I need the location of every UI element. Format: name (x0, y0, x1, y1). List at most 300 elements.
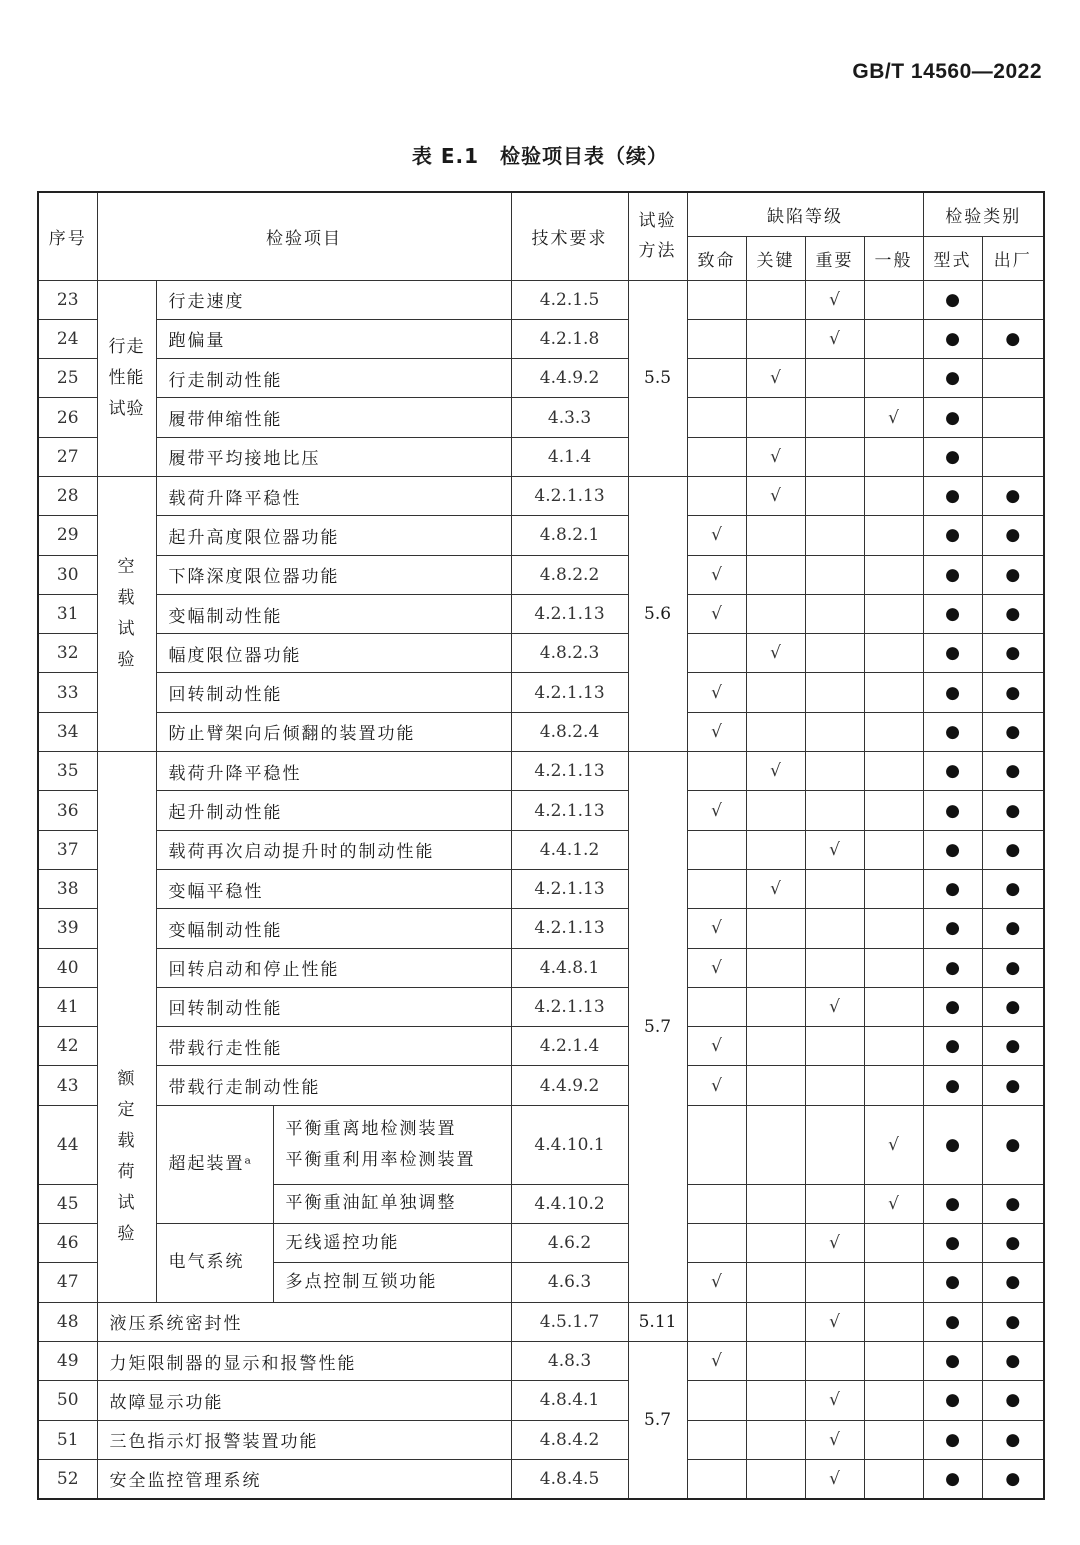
defect-cell-fatal (687, 869, 746, 908)
row-seq: 38 (38, 869, 97, 908)
defect-cell-important (805, 712, 864, 751)
factory-test-cell (982, 869, 1044, 908)
header-category: 检验类别 (923, 192, 1044, 236)
dot-mark: ● (1005, 682, 1021, 703)
row-requirement: 4.5.1.7 (511, 1302, 628, 1341)
row-item: 带载行走性能 (156, 1027, 511, 1066)
row-requirement: 4.8.4.1 (511, 1381, 628, 1420)
dot-mark: ● (945, 761, 960, 782)
factory-test-cell (982, 1341, 1044, 1380)
type-test-cell (923, 948, 982, 987)
dot-mark: ● (1005, 1233, 1021, 1254)
defect-cell-general (864, 476, 923, 515)
group-label-char: 定 (117, 1099, 136, 1120)
group-label-char: 试验 (108, 398, 145, 419)
row-seq: 35 (38, 752, 97, 791)
defect-cell-key (746, 476, 805, 515)
table-row (38, 437, 1044, 476)
type-test-cell (923, 1420, 982, 1459)
group-rated-load-test (97, 752, 156, 1303)
factory-test-cell (982, 830, 1044, 869)
dot-mark: ● (945, 800, 960, 821)
row-seq: 51 (38, 1420, 97, 1459)
row-item: 起升高度限位器功能 (156, 516, 511, 555)
group-electrical: 电气系统 (156, 1224, 273, 1303)
dot-mark: ● (1005, 1468, 1021, 1489)
defect-cell-key (746, 673, 805, 712)
dot-mark: ● (1005, 328, 1021, 349)
row-requirement: 4.4.1.2 (511, 830, 628, 869)
defect-cell-fatal (687, 909, 746, 948)
group-label-char: 额 (117, 1068, 136, 1089)
header-defect-level: 缺陷等级 (687, 192, 923, 236)
factory-test-cell (982, 280, 1044, 319)
defect-cell-key (746, 1420, 805, 1459)
defect-cell-fatal (687, 1420, 746, 1459)
table-row (38, 280, 1044, 319)
row-requirement: 4.2.1.4 (511, 1027, 628, 1066)
check-mark: √ (829, 328, 840, 349)
table-row (38, 1224, 1044, 1263)
row-requirement: 4.2.1.13 (511, 752, 628, 791)
factory-test-cell (982, 1027, 1044, 1066)
row-requirement: 4.1.4 (511, 437, 628, 476)
header-item: 检验项目 (97, 192, 511, 280)
defect-cell-important (805, 555, 864, 594)
row-seq: 27 (38, 437, 97, 476)
defect-cell-important (805, 1066, 864, 1105)
defect-cell-fatal (687, 555, 746, 594)
row-item (273, 1105, 511, 1184)
defect-cell-fatal (687, 1302, 746, 1341)
defect-cell-general (864, 398, 923, 437)
group-label-char: 验 (117, 1223, 136, 1244)
factory-test-cell (982, 948, 1044, 987)
defect-cell-general (864, 1459, 923, 1498)
table-row (38, 319, 1044, 358)
dot-mark: ● (945, 328, 960, 349)
check-mark: √ (829, 289, 840, 310)
defect-cell-general (864, 1381, 923, 1420)
defect-cell-important (805, 752, 864, 791)
row-seq: 25 (38, 359, 97, 398)
dot-mark: ● (1005, 604, 1021, 625)
row-seq: 48 (38, 1302, 97, 1341)
type-test-cell (923, 1459, 982, 1498)
type-test-cell (923, 1066, 982, 1105)
dot-mark: ● (1005, 643, 1021, 664)
check-mark: √ (829, 1468, 840, 1489)
defect-cell-fatal (687, 280, 746, 319)
defect-cell-general (864, 909, 923, 948)
row-item: 载荷升降平稳性 (156, 752, 511, 791)
group-label-char: 行走 (108, 336, 145, 357)
dot-mark: ● (1005, 1390, 1021, 1411)
group-label-char: 试 (117, 1192, 136, 1213)
table-row (38, 594, 1044, 633)
dot-mark: ● (1005, 721, 1021, 742)
header-method-bottom: 方法 (638, 241, 677, 262)
factory-test-cell (982, 634, 1044, 673)
row-seq: 50 (38, 1381, 97, 1420)
row-item: 安全监控管理系统 (97, 1459, 511, 1498)
check-mark: √ (711, 1036, 722, 1057)
row-item-line: 平衡重利用率检测装置 (285, 1149, 476, 1170)
factory-test-cell (982, 791, 1044, 830)
type-test-cell (923, 909, 982, 948)
row-method: 5.5 (628, 280, 687, 476)
factory-test-cell (982, 1263, 1044, 1302)
check-mark: √ (888, 1134, 899, 1155)
defect-cell-key (746, 398, 805, 437)
row-item: 液压系统密封性 (97, 1302, 511, 1341)
row-item: 行走速度 (156, 280, 511, 319)
row-seq: 24 (38, 319, 97, 358)
row-item: 履带伸缩性能 (156, 398, 511, 437)
table-row (38, 1302, 1044, 1341)
row-item: 回转制动性能 (156, 673, 511, 712)
defect-cell-key (746, 1381, 805, 1420)
factory-test-cell (982, 673, 1044, 712)
defect-cell-general (864, 1341, 923, 1380)
dot-mark: ● (945, 1233, 960, 1254)
dot-mark: ● (1005, 839, 1021, 860)
defect-cell-key (746, 634, 805, 673)
row-seq: 33 (38, 673, 97, 712)
table-row (38, 516, 1044, 555)
defect-cell-important (805, 1341, 864, 1380)
defect-cell-key (746, 1184, 805, 1223)
dot-mark: ● (945, 1468, 960, 1489)
defect-cell-fatal (687, 673, 746, 712)
defect-cell-key (746, 1066, 805, 1105)
type-test-cell (923, 673, 982, 712)
dot-mark: ● (1005, 1429, 1021, 1450)
dot-mark: ● (945, 1272, 960, 1293)
factory-test-cell (982, 359, 1044, 398)
defect-cell-important (805, 1105, 864, 1184)
defect-cell-general (864, 634, 923, 673)
row-seq: 45 (38, 1184, 97, 1223)
defect-cell-general (864, 712, 923, 751)
row-seq: 23 (38, 280, 97, 319)
defect-cell-fatal (687, 516, 746, 555)
factory-test-cell (982, 398, 1044, 437)
dot-mark: ● (945, 879, 960, 900)
defect-cell-important (805, 398, 864, 437)
defect-cell-important (805, 1302, 864, 1341)
type-test-cell (923, 437, 982, 476)
check-mark: √ (829, 1233, 840, 1254)
row-requirement: 4.4.9.2 (511, 359, 628, 398)
defect-cell-important (805, 319, 864, 358)
defect-cell-key (746, 1105, 805, 1184)
row-seq: 49 (38, 1341, 97, 1380)
row-item: 载荷升降平稳性 (156, 476, 511, 515)
defect-cell-general (864, 1184, 923, 1223)
table-row (38, 752, 1044, 791)
check-mark: √ (770, 879, 781, 900)
table-row (38, 476, 1044, 515)
group-no-load-test (97, 476, 156, 751)
row-method: 5.7 (628, 1341, 687, 1498)
row-seq: 37 (38, 830, 97, 869)
defect-cell-important (805, 1420, 864, 1459)
type-test-cell (923, 476, 982, 515)
table-row (38, 634, 1044, 673)
row-method: 5.11 (628, 1302, 687, 1341)
type-test-cell (923, 280, 982, 319)
dot-mark: ● (1005, 525, 1021, 546)
dot-mark: ● (945, 525, 960, 546)
row-item: 载荷再次启动提升时的制动性能 (156, 830, 511, 869)
check-mark: √ (711, 604, 722, 625)
defect-cell-fatal (687, 1263, 746, 1302)
table-row (38, 555, 1044, 594)
type-test-cell (923, 752, 982, 791)
defect-cell-important (805, 1027, 864, 1066)
type-test-cell (923, 791, 982, 830)
row-item: 三色指示灯报警装置功能 (97, 1420, 511, 1459)
row-requirement: 4.2.1.8 (511, 319, 628, 358)
defect-cell-important (805, 909, 864, 948)
row-seq: 32 (38, 634, 97, 673)
dot-mark: ● (1005, 996, 1021, 1017)
header-level-key: 关键 (746, 236, 805, 280)
dot-mark: ● (945, 1429, 960, 1450)
factory-test-cell (982, 437, 1044, 476)
defect-cell-important (805, 1381, 864, 1420)
group-label-char: 试 (117, 619, 136, 640)
defect-cell-important (805, 594, 864, 633)
row-item: 平衡重油缸单独调整 (273, 1184, 511, 1223)
factory-test-cell (982, 987, 1044, 1026)
type-test-cell (923, 1381, 982, 1420)
factory-test-cell (982, 909, 1044, 948)
defect-cell-general (864, 1105, 923, 1184)
table-title: 表 E.1 检验项目表（续） (411, 144, 669, 168)
defect-cell-key (746, 948, 805, 987)
header-seq: 序号 (38, 192, 97, 280)
check-mark: √ (711, 721, 722, 742)
table-row (38, 712, 1044, 751)
defect-cell-general (864, 1420, 923, 1459)
defect-cell-key (746, 437, 805, 476)
defect-cell-fatal (687, 712, 746, 751)
header-requirement: 技术要求 (511, 192, 628, 280)
row-requirement: 4.2.1.13 (511, 987, 628, 1026)
defect-cell-fatal (687, 1105, 746, 1184)
row-requirement: 4.2.1.13 (511, 869, 628, 908)
check-mark: √ (770, 643, 781, 664)
defect-cell-general (864, 280, 923, 319)
dot-mark: ● (1005, 564, 1021, 585)
check-mark: √ (829, 1311, 840, 1332)
defect-cell-key (746, 319, 805, 358)
defect-cell-important (805, 476, 864, 515)
row-requirement: 4.4.9.2 (511, 1066, 628, 1105)
dot-mark: ● (1005, 800, 1021, 821)
row-item: 故障显示功能 (97, 1381, 511, 1420)
row-item-line: 平衡重离地检测装置 (285, 1118, 457, 1139)
type-test-cell (923, 398, 982, 437)
defect-cell-fatal (687, 359, 746, 398)
factory-test-cell (982, 1420, 1044, 1459)
dot-mark: ● (945, 682, 960, 703)
factory-test-cell (982, 516, 1044, 555)
type-test-cell (923, 359, 982, 398)
check-mark: √ (829, 839, 840, 860)
dot-mark: ● (1005, 1134, 1021, 1155)
row-seq: 30 (38, 555, 97, 594)
dot-mark: ● (945, 1036, 960, 1057)
defect-cell-fatal (687, 319, 746, 358)
type-test-cell (923, 712, 982, 751)
defect-cell-important (805, 1459, 864, 1498)
inspection-table-wrapper (37, 191, 1043, 1500)
defect-cell-general (864, 673, 923, 712)
check-mark: √ (770, 761, 781, 782)
check-mark: √ (770, 486, 781, 507)
header-level-general: 一般 (864, 236, 923, 280)
table-row (38, 673, 1044, 712)
factory-test-cell (982, 752, 1044, 791)
defect-cell-fatal (687, 476, 746, 515)
row-seq: 42 (38, 1027, 97, 1066)
defect-cell-fatal (687, 594, 746, 633)
defect-cell-important (805, 987, 864, 1026)
row-requirement: 4.8.4.5 (511, 1459, 628, 1498)
header-method-top: 试验 (638, 211, 677, 232)
row-seq: 43 (38, 1066, 97, 1105)
type-test-cell (923, 1302, 982, 1341)
defect-cell-key (746, 752, 805, 791)
defect-cell-key (746, 516, 805, 555)
type-test-cell (923, 1184, 982, 1223)
defect-cell-important (805, 1263, 864, 1302)
defect-cell-key (746, 594, 805, 633)
defect-cell-key (746, 909, 805, 948)
check-mark: √ (711, 682, 722, 703)
factory-test-cell (982, 1105, 1044, 1184)
table-row (38, 869, 1044, 908)
defect-cell-general (864, 516, 923, 555)
row-item: 回转制动性能 (156, 987, 511, 1026)
check-mark: √ (711, 525, 722, 546)
defect-cell-fatal (687, 1341, 746, 1380)
row-seq: 44 (38, 1105, 97, 1184)
dot-mark: ● (1005, 1075, 1021, 1096)
check-mark: √ (770, 368, 781, 389)
defect-cell-fatal (687, 1027, 746, 1066)
dot-mark: ● (945, 407, 960, 428)
check-mark: √ (711, 1351, 722, 1372)
defect-cell-key (746, 1302, 805, 1341)
table-row (38, 398, 1044, 437)
defect-cell-key (746, 555, 805, 594)
check-mark: √ (770, 446, 781, 467)
header-factory-test: 出厂 (982, 236, 1044, 280)
defect-cell-fatal (687, 1459, 746, 1498)
table-header (38, 192, 1044, 280)
defect-cell-important (805, 1224, 864, 1263)
dot-mark: ● (945, 996, 960, 1017)
defect-cell-key (746, 280, 805, 319)
row-requirement: 4.2.1.13 (511, 476, 628, 515)
row-seq: 52 (38, 1459, 97, 1498)
row-requirement: 4.8.2.1 (511, 516, 628, 555)
row-seq: 26 (38, 398, 97, 437)
dot-mark: ● (945, 446, 960, 467)
header-method (628, 192, 687, 280)
row-requirement: 4.2.1.13 (511, 909, 628, 948)
dot-mark: ● (945, 918, 960, 939)
row-item: 无线遥控功能 (273, 1224, 511, 1263)
group-label-char: 空 (117, 557, 136, 578)
table-row (38, 1066, 1044, 1105)
defect-cell-general (864, 594, 923, 633)
row-item: 带载行走制动性能 (156, 1066, 511, 1105)
defect-cell-fatal (687, 1184, 746, 1223)
factory-test-cell (982, 594, 1044, 633)
defect-cell-general (864, 319, 923, 358)
factory-test-cell (982, 1381, 1044, 1420)
row-method: 5.7 (628, 752, 687, 1303)
defect-cell-general (864, 359, 923, 398)
row-requirement: 4.2.1.5 (511, 280, 628, 319)
dot-mark: ● (945, 289, 960, 310)
dot-mark: ● (1005, 1351, 1021, 1372)
row-seq: 40 (38, 948, 97, 987)
defect-cell-fatal (687, 948, 746, 987)
group-label-char: 载 (117, 1130, 136, 1151)
defect-cell-key (746, 1027, 805, 1066)
dot-mark: ● (945, 604, 960, 625)
factory-test-cell (982, 1224, 1044, 1263)
row-item: 行走制动性能 (156, 359, 511, 398)
dot-mark: ● (945, 486, 960, 507)
dot-mark: ● (945, 721, 960, 742)
dot-mark: ● (1005, 1193, 1021, 1214)
defect-cell-key (746, 1224, 805, 1263)
row-requirement: 4.4.10.2 (511, 1184, 628, 1223)
defect-cell-general (864, 791, 923, 830)
defect-cell-fatal (687, 791, 746, 830)
dot-mark: ● (945, 1193, 960, 1214)
row-requirement: 4.6.2 (511, 1224, 628, 1263)
row-seq: 39 (38, 909, 97, 948)
defect-cell-important (805, 791, 864, 830)
defect-cell-general (864, 948, 923, 987)
check-mark: √ (711, 918, 722, 939)
factory-test-cell (982, 1302, 1044, 1341)
table-row (38, 1027, 1044, 1066)
defect-cell-general (864, 1027, 923, 1066)
row-item: 多点控制互锁功能 (273, 1263, 511, 1302)
type-test-cell (923, 987, 982, 1026)
defect-cell-key (746, 359, 805, 398)
table-row (38, 359, 1044, 398)
defect-cell-general (864, 869, 923, 908)
row-item: 力矩限制器的显示和报警性能 (97, 1341, 511, 1380)
defect-cell-key (746, 1459, 805, 1498)
defect-cell-general (864, 437, 923, 476)
type-test-cell (923, 1027, 982, 1066)
type-test-cell (923, 1224, 982, 1263)
defect-cell-key (746, 987, 805, 1026)
dot-mark: ● (945, 368, 960, 389)
defect-cell-important (805, 437, 864, 476)
